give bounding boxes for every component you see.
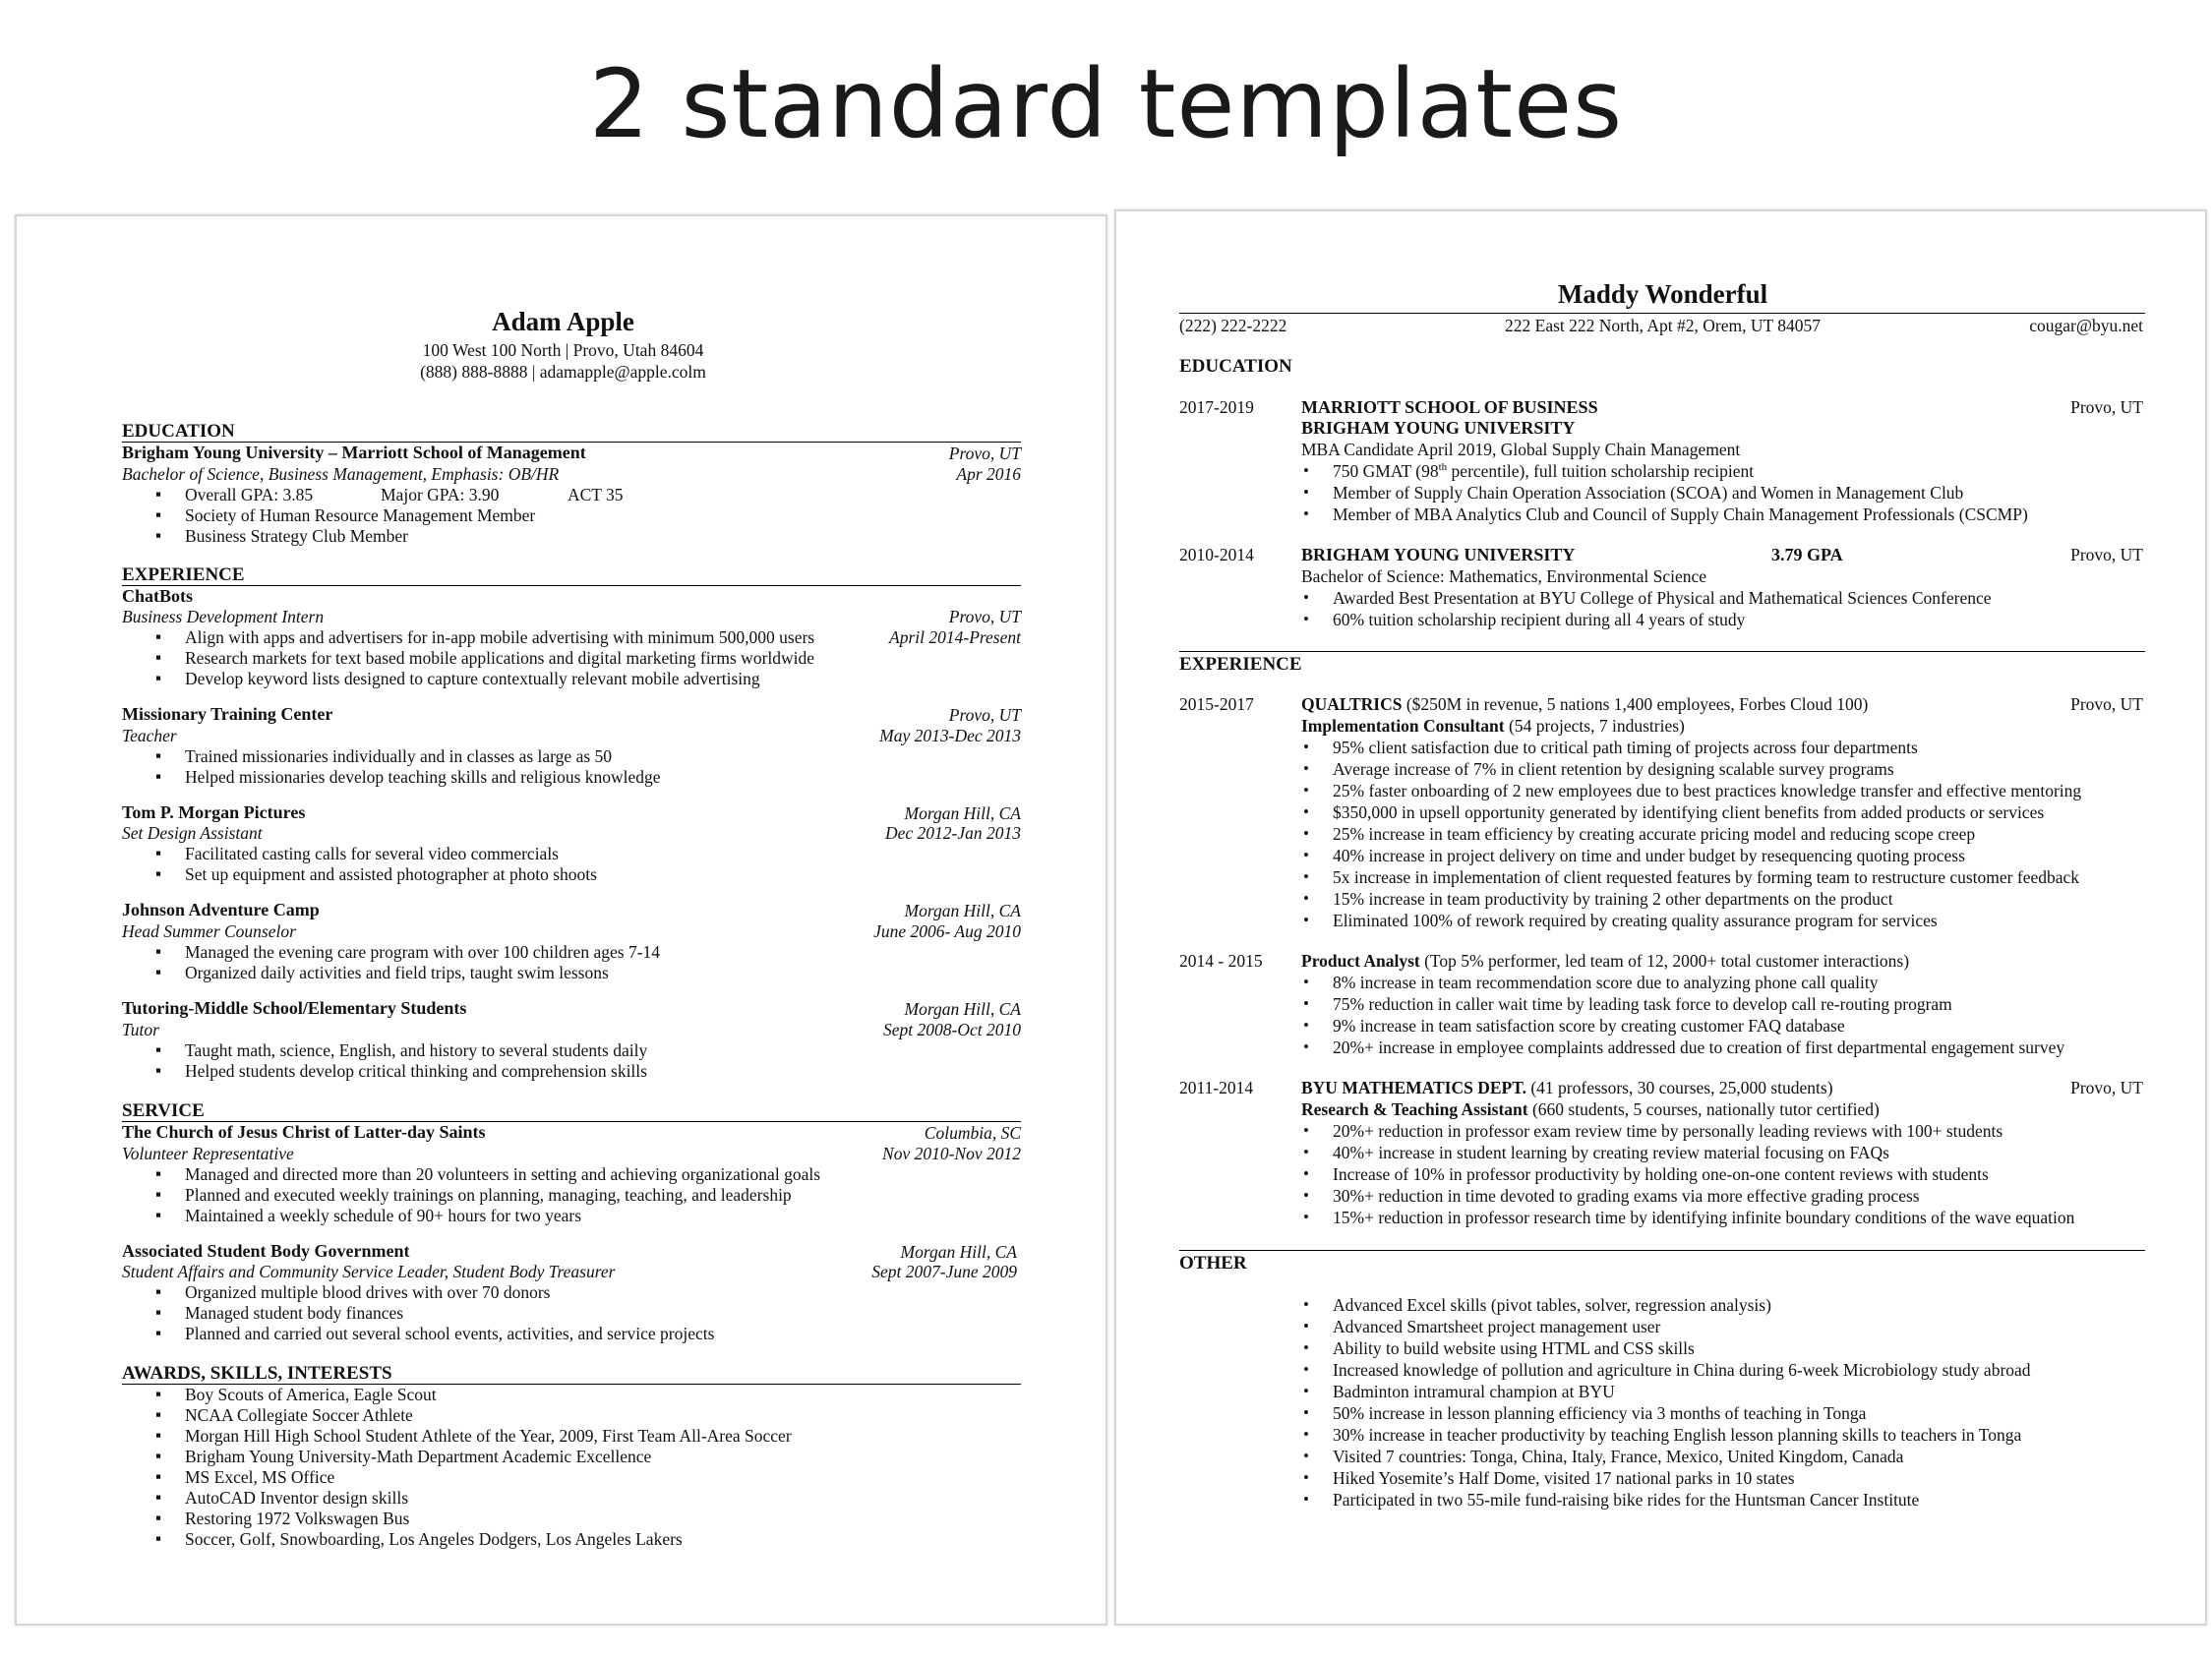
list-item: ▪ Taught math, science, English, and history to several students daily [185,1040,647,1061]
gmat-detail: percentile), full tuition scholarship recipient [1447,461,1755,481]
edu-location: Provo, UT [2070,397,2143,417]
job-org: Johnson Adventure Camp [122,900,320,919]
edu-school: MARRIOTT SCHOOL OF BUSINESS [1301,397,1598,417]
job-role: Teacher [122,726,177,745]
resume-name: Maddy Wonderful [1557,279,1768,309]
list-item: • 40% increase in project delivery on time and under budget by resequencing quoting process [1333,846,1965,866]
job-role-detail: (54 projects, 7 industries) [1504,716,1685,736]
section-education-heading: EDUCATION [1179,356,1292,377]
job-org: QUALTRICS [1301,694,1403,714]
list-item: • Increase of 10% in professor productivity by holding one-on-one content reviews with students [1333,1164,1989,1185]
list-item: ▪ Set up equipment and assisted photographer at photo shoots [185,864,597,885]
list-item: • Average increase of 7% in client retention by designing scalable survey programs [1333,759,1894,780]
list-item: ▪ AutoCAD Inventor design skills [185,1488,408,1509]
list-item: ▪ MS Excel, MS Office [185,1467,334,1488]
list-item: • Increased knowledge of pollution and agriculture in China during 6-week Microbiology study abroad [1333,1360,2031,1381]
job-location: Morgan Hill, CA [904,999,1021,1019]
list-item: • Member of Supply Chain Operation Association (SCOA) and Women in Management Club [1333,483,1963,504]
edu-years: 2017-2019 [1179,397,1254,417]
list-item: ▪ Align with apps and advertisers for in-app mobile advertising with minimum 500,000 users [185,627,814,648]
list-item: • 30%+ reduction in time devoted to grading exams via more effective grading process [1333,1186,1920,1207]
list-item: • 8% increase in team recommendation score due to analyzing phone call quality [1333,973,1878,993]
job-role: Research & Teaching Assistant [1301,1099,1528,1119]
job-date: June 2006- Aug 2010 [873,921,1021,941]
edu-school: Brigham Young University – Marriott School of Management [122,443,586,462]
list-item: • Advanced Excel skills (pivot tables, solver, regression analysis) [1333,1295,1771,1316]
job-date: May 2013-Dec 2013 [879,726,1021,745]
list-item: ▪ Morgan Hill High School Student Athlete of the Year, 2009, First Team All-Area Soccer [185,1426,792,1447]
gmat-score: 750 GMAT (98 [1333,461,1439,481]
ordinal-suffix: th [1438,461,1448,474]
list-item: • Hiked Yosemite’s Half Dome, visited 17 national parks in 10 states [1333,1468,1795,1489]
list-item: • 60% tuition scholarship recipient during all 4 years of study [1333,610,1745,630]
job-location: Morgan Hill, CA [904,901,1021,920]
job-header [1301,694,1868,715]
list-item: • 20%+ increase in employee complaints addressed due to creation of first departmental engagement survey [1333,1037,2064,1058]
job-title-line [1301,1099,1880,1120]
job-role-detail: (Top 5% performer, led team of 12, 2000+ total customer interactions) [1419,951,1910,971]
list-item: ▪ Managed student body finances [185,1303,403,1324]
job-role: Head Summer Counselor [122,921,296,941]
list-item: • Advanced Smartsheet project management user [1333,1317,1660,1337]
job-org: ChatBots [122,586,194,606]
list-item: • Awarded Best Presentation at BYU College of Physical and Mathematical Sciences Conference [1333,588,1992,609]
job-location: Provo, UT [2070,694,2143,714]
job-org-detail: (41 professors, 30 courses, 25,000 students) [1525,1078,1833,1097]
list-item: ▪ Planned and carried out several school events, activities, and service projects [185,1324,714,1344]
service-date: Sept 2007-June 2009 [871,1262,1017,1281]
list-item: • 5x increase in implementation of client requested features by forming team to restructure customer feedback [1333,867,2079,888]
list-item: ▪ Helped missionaries develop teaching skills and religious knowledge [185,767,661,788]
list-item: • Participated in two 55-mile fund-raising bike rides for the Huntsman Cancer Institute [1333,1490,1919,1511]
job-date: Sept 2008-Oct 2010 [883,1020,1021,1039]
list-item: • 75% reduction in caller wait time by leading task force to develop call re-routing program [1333,994,1952,1015]
section-experience-heading: EXPERIENCE [1179,654,1302,675]
list-item: ▪ Planned and executed weekly trainings on planning, managing, teaching, and leadership [185,1185,792,1206]
list-item: ▪ Society of Human Resource Management Member [185,505,535,526]
job-role-detail: (660 students, 5 courses, nationally tutor certified) [1527,1099,1880,1119]
list-item: • Member of MBA Analytics Club and Council of Supply Chain Management Professionals (CSCMP) [1333,504,2028,525]
service-location: Morgan Hill, CA [900,1242,1017,1262]
list-item: • Ability to build website using HTML and CSS skills [1333,1338,1695,1359]
resume-name: Adam Apple [492,307,634,336]
list-item: ▪ Managed the evening care program with over 100 children ages 7-14 [185,942,660,963]
list-item: ▪ Brigham Young University-Math Department Academic Excellence [185,1447,651,1467]
job-org: Tom P. Morgan Pictures [122,802,306,822]
edu-gpa: 3.79 GPA [1771,545,1843,564]
job-role: Business Development Intern [122,607,325,626]
edu-date: Apr 2016 [956,464,1021,484]
list-item: • Visited 7 countries: Tonga, China, Italy, France, Mexico, United Kingdom, Canada [1333,1447,1903,1467]
gpa-overall: ▪ Overall GPA: 3.85 [185,485,313,505]
list-item: ▪ Trained missionaries individually and in classes as large as 50 [185,746,612,767]
contact-phone: (222) 222-2222 [1179,316,1287,335]
job-org: Tutoring-Middle School/Elementary Students [122,998,467,1018]
list-item: ▪ Develop keyword lists designed to capture contextually relevant mobile advertising [185,669,760,689]
list-item: ▪ Managed and directed more than 20 volunteers in setting and achieving organizational goals [185,1164,820,1185]
list-item: ▪ Organized multiple blood drives with over 70 donors [185,1282,551,1303]
edu-university: BRIGHAM YOUNG UNIVERSITY [1301,418,1576,438]
edu-school: BRIGHAM YOUNG UNIVERSITY [1301,545,1576,564]
act-score: ACT 35 [568,485,624,504]
job-role: Tutor [122,1020,159,1039]
service-date: Nov 2010-Nov 2012 [882,1144,1021,1163]
edu-location: Provo, UT [2070,545,2143,564]
job-title-line [1301,951,1909,972]
list-item: ▪ Maintained a weekly schedule of 90+ hours for two years [185,1206,581,1226]
section-rule [1179,651,2145,652]
job-location: Morgan Hill, CA [904,803,1021,823]
list-item [1333,461,1754,482]
service-role: Student Affairs and Community Service Leader, Student Body Treasurer [122,1262,616,1281]
job-years: 2015-2017 [1179,694,1254,714]
list-item: • 20%+ reduction in professor exam review time by personally leading reviews with 100+ students [1333,1121,2003,1142]
job-title-line [1301,716,1685,737]
section-other-heading: OTHER [1179,1253,1247,1274]
service-location: Columbia, SC [924,1123,1021,1143]
list-item: • 25% faster onboarding of 2 new employees due to best practices knowledge transfer and effective mentoring [1333,781,2081,801]
service-role: Volunteer Representative [122,1144,294,1163]
list-item: • Badminton intramural champion at BYU [1333,1382,1615,1402]
edu-years: 2010-2014 [1179,545,1254,564]
section-rule [122,585,1021,586]
section-experience-heading: EXPERIENCE [122,564,245,585]
resume-page-maddy [1114,209,2207,1626]
edu-degree: Bachelor of Science: Mathematics, Environmental Science [1301,566,1707,586]
list-item: ▪ Restoring 1972 Volkswagen Bus [185,1509,409,1529]
list-item: • 30% increase in teacher productivity by teaching English lesson planning skills to teachers in Tonga [1333,1425,2021,1446]
job-role: Product Analyst [1301,951,1420,971]
job-years: 2014 - 2015 [1179,951,1263,971]
edu-location: Provo, UT [948,444,1021,463]
section-education-heading: EDUCATION [122,421,235,442]
list-item: • 25% increase in team efficiency by creating accurate pricing model and reducing scope creep [1333,824,1975,845]
job-location: Provo, UT [948,705,1021,725]
job-header [1301,1078,1833,1098]
job-role: Implementation Consultant [1301,716,1505,736]
section-service-heading: SERVICE [122,1100,205,1121]
resume-address: 100 West 100 North | Provo, Utah 84604 [422,340,704,360]
slide-title: 2 standard templates [588,49,1624,159]
section-rule [1179,1250,2145,1251]
edu-degree: Bachelor of Science, Business Management, Emphasis: OB/HR [122,464,560,484]
header-rule [1179,313,2145,314]
list-item: • 15% increase in team productivity by training 2 other departments on the product [1333,889,1893,910]
job-location: Provo, UT [2070,1078,2143,1097]
section-awards-heading: AWARDS, SKILLS, INTERESTS [122,1363,392,1384]
list-item: ▪ Boy Scouts of America, Eagle Scout [185,1385,437,1405]
list-item: • 95% client satisfaction due to critical path timing of projects across four departments [1333,738,1918,758]
list-item: • $350,000 in upsell opportunity generated by identifying client benefits from added products or services [1333,802,2044,823]
job-date: Dec 2012-Jan 2013 [884,823,1021,843]
list-item: ▪ Soccer, Golf, Snowboarding, Los Angeles Dodgers, Los Angeles Lakers [185,1529,683,1550]
job-role: Set Design Assistant [122,823,263,843]
list-item: • 40%+ increase in student learning by creating review material focusing on FAQs [1333,1143,1889,1163]
service-org: Associated Student Body Government [122,1241,410,1261]
list-item: ▪ Organized daily activities and field trips, taught swim lessons [185,963,609,983]
service-org: The Church of Jesus Christ of Latter-day Saints [122,1122,486,1142]
list-item: ▪ Research markets for text based mobile applications and digital marketing firms worldwide [185,648,814,669]
job-date: April 2014-Present [889,627,1021,647]
list-item: • Eliminated 100% of rework required by creating quality assurance program for services [1333,911,1938,931]
job-location: Provo, UT [948,607,1021,626]
job-org: Missionary Training Center [122,704,333,724]
resume-page-adam [15,214,1107,1626]
gpa-major: Major GPA: 3.90 [381,485,500,504]
job-years: 2011-2014 [1179,1078,1254,1097]
job-org-detail: ($250M in revenue, 5 nations 1,400 employees, Forbes Cloud 100) [1402,694,1869,714]
list-item: ▪ Facilitated casting calls for several video commercials [185,844,559,864]
contact-address: 222 East 222 North, Apt #2, Orem, UT 84057 [1505,316,1821,335]
list-item: ▪ Business Strategy Club Member [185,526,408,547]
list-item: • 9% increase in team satisfaction score by creating customer FAQ database [1333,1016,1845,1037]
list-item: ▪ NCAA Collegiate Soccer Athlete [185,1405,413,1426]
list-item: • 15%+ reduction in professor research time by identifying infinite boundary conditions of the wave equation [1333,1208,2074,1228]
list-item: ▪ Helped students develop critical thinking and comprehension skills [185,1061,647,1082]
job-org: BYU MATHEMATICS DEPT. [1301,1078,1526,1097]
edu-degree: MBA Candidate April 2019, Global Supply Chain Management [1301,440,1741,459]
contact-email: cougar@byu.net [2029,316,2143,335]
list-item: • 50% increase in lesson planning efficiency via 3 months of teaching in Tonga [1333,1403,1866,1424]
resume-contact: (888) 888-8888 | adamapple@apple.colm [420,362,706,382]
